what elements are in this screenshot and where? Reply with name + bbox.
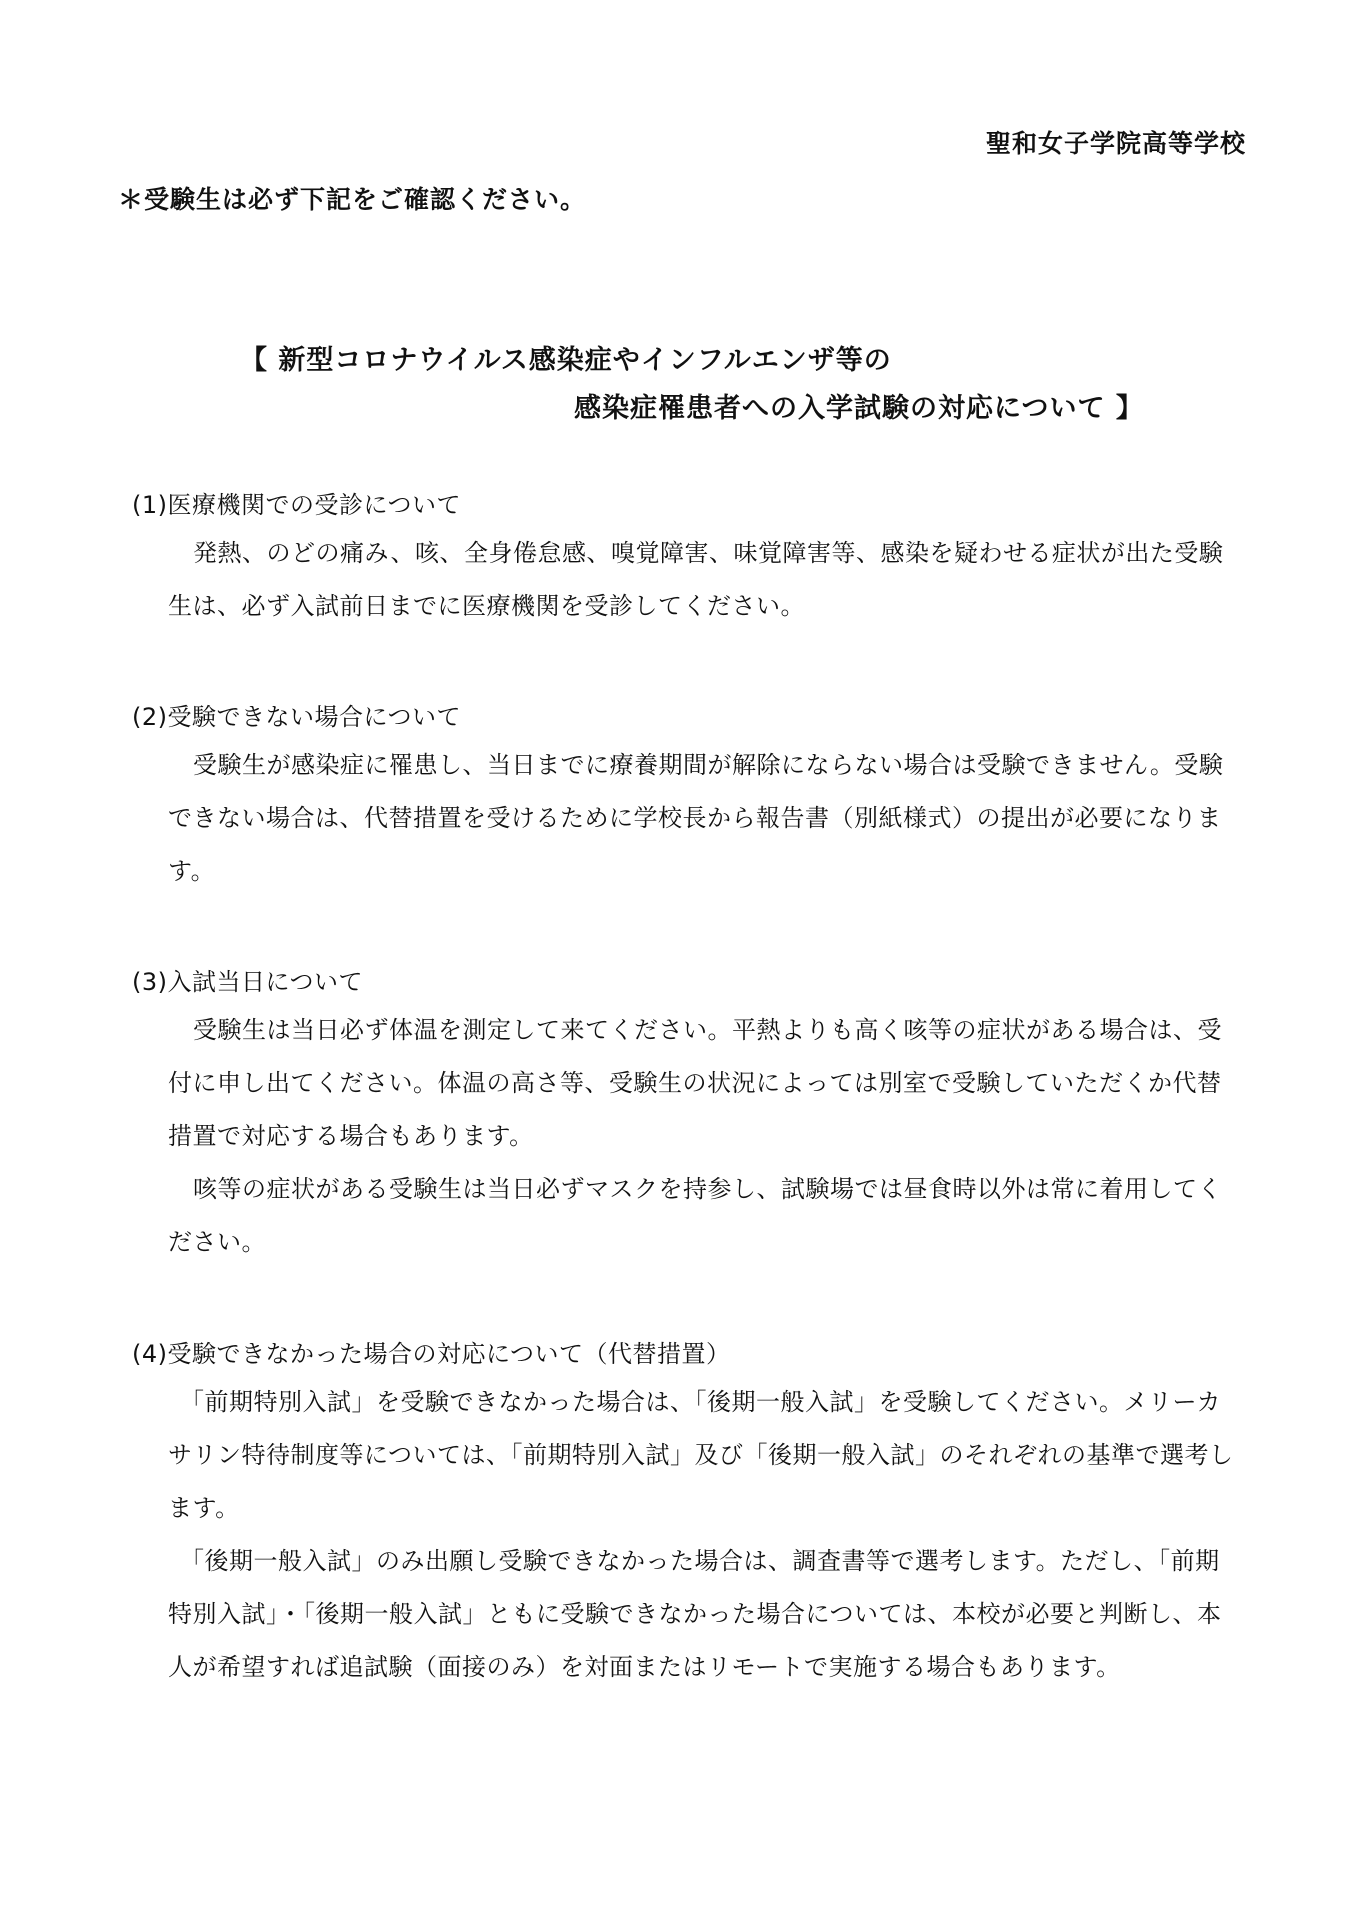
section-4-paragraph-2: 「後期一般入試」のみ出願し受験できなかった場合は、調査書等で選考します。ただし、「前期特別入試」・「後期一般入試」ともに受験できなかった場合については、本校が必要と判断し、本人が希望すれば追試験（面接のみ）を対面またはリモートで実施する場合もあります。 <box>168 1547 1222 1681</box>
school-name: 聖和女子学院高等学校 <box>985 129 1246 158</box>
section-1-heading: (1)医療機関での受診について <box>132 491 462 519</box>
notice-text: ＊受験生は必ず下記をご確認ください。 <box>118 185 587 214</box>
section-3-paragraph-2: 咳等の症状がある受験生は当日必ずマスクを持参し、試験場では昼食時以外は常に着用してください。 <box>168 1175 1222 1256</box>
document-title-line-2: 感染症罹患者への入学試験の対応について 】 <box>574 393 1144 424</box>
section-4-paragraph-1: 「前期特別入試」を受験できなかった場合は、「後期一般入試」を受験してください。メリーカサリン特待制度等については、「前期特別入試」及び「後期一般入試」のそれぞれの基準で選考します。 <box>168 1388 1234 1522</box>
section-1-paragraph-1: 発熱、のどの痛み、咳、全身倦怠感、嗅覚障害、味覚障害等、感染を疑わせる症状が出た受験生は、必ず入試前日までに医療機関を受診してください。 <box>168 539 1224 620</box>
section-3-paragraph-1: 受験生は当日必ず体温を測定して来てください。平熱よりも高く咳等の症状がある場合は、受付に申し出てください。体温の高さ等、受験生の状況によっては別室で受験していただくか代替措置で対応する場合もあります。 <box>168 1016 1222 1150</box>
section-4-heading: (4)受験できなかった場合の対応について（代替措置） <box>132 1340 731 1368</box>
section-2-paragraph-1: 受験生が感染症に罹患し、当日までに療養期間が解除にならない場合は受験できません。受験できない場合は、代替措置を受けるために学校長から報告書（別紙様式）の提出が必要になります。 <box>168 751 1224 885</box>
section-3-heading: (3)入試当日について <box>132 968 364 996</box>
section-2-heading: (2)受験できない場合について <box>132 703 462 731</box>
document-title-line-1: 【 新型コロナウイルス感染症やインフルエンザ等の <box>240 345 892 376</box>
